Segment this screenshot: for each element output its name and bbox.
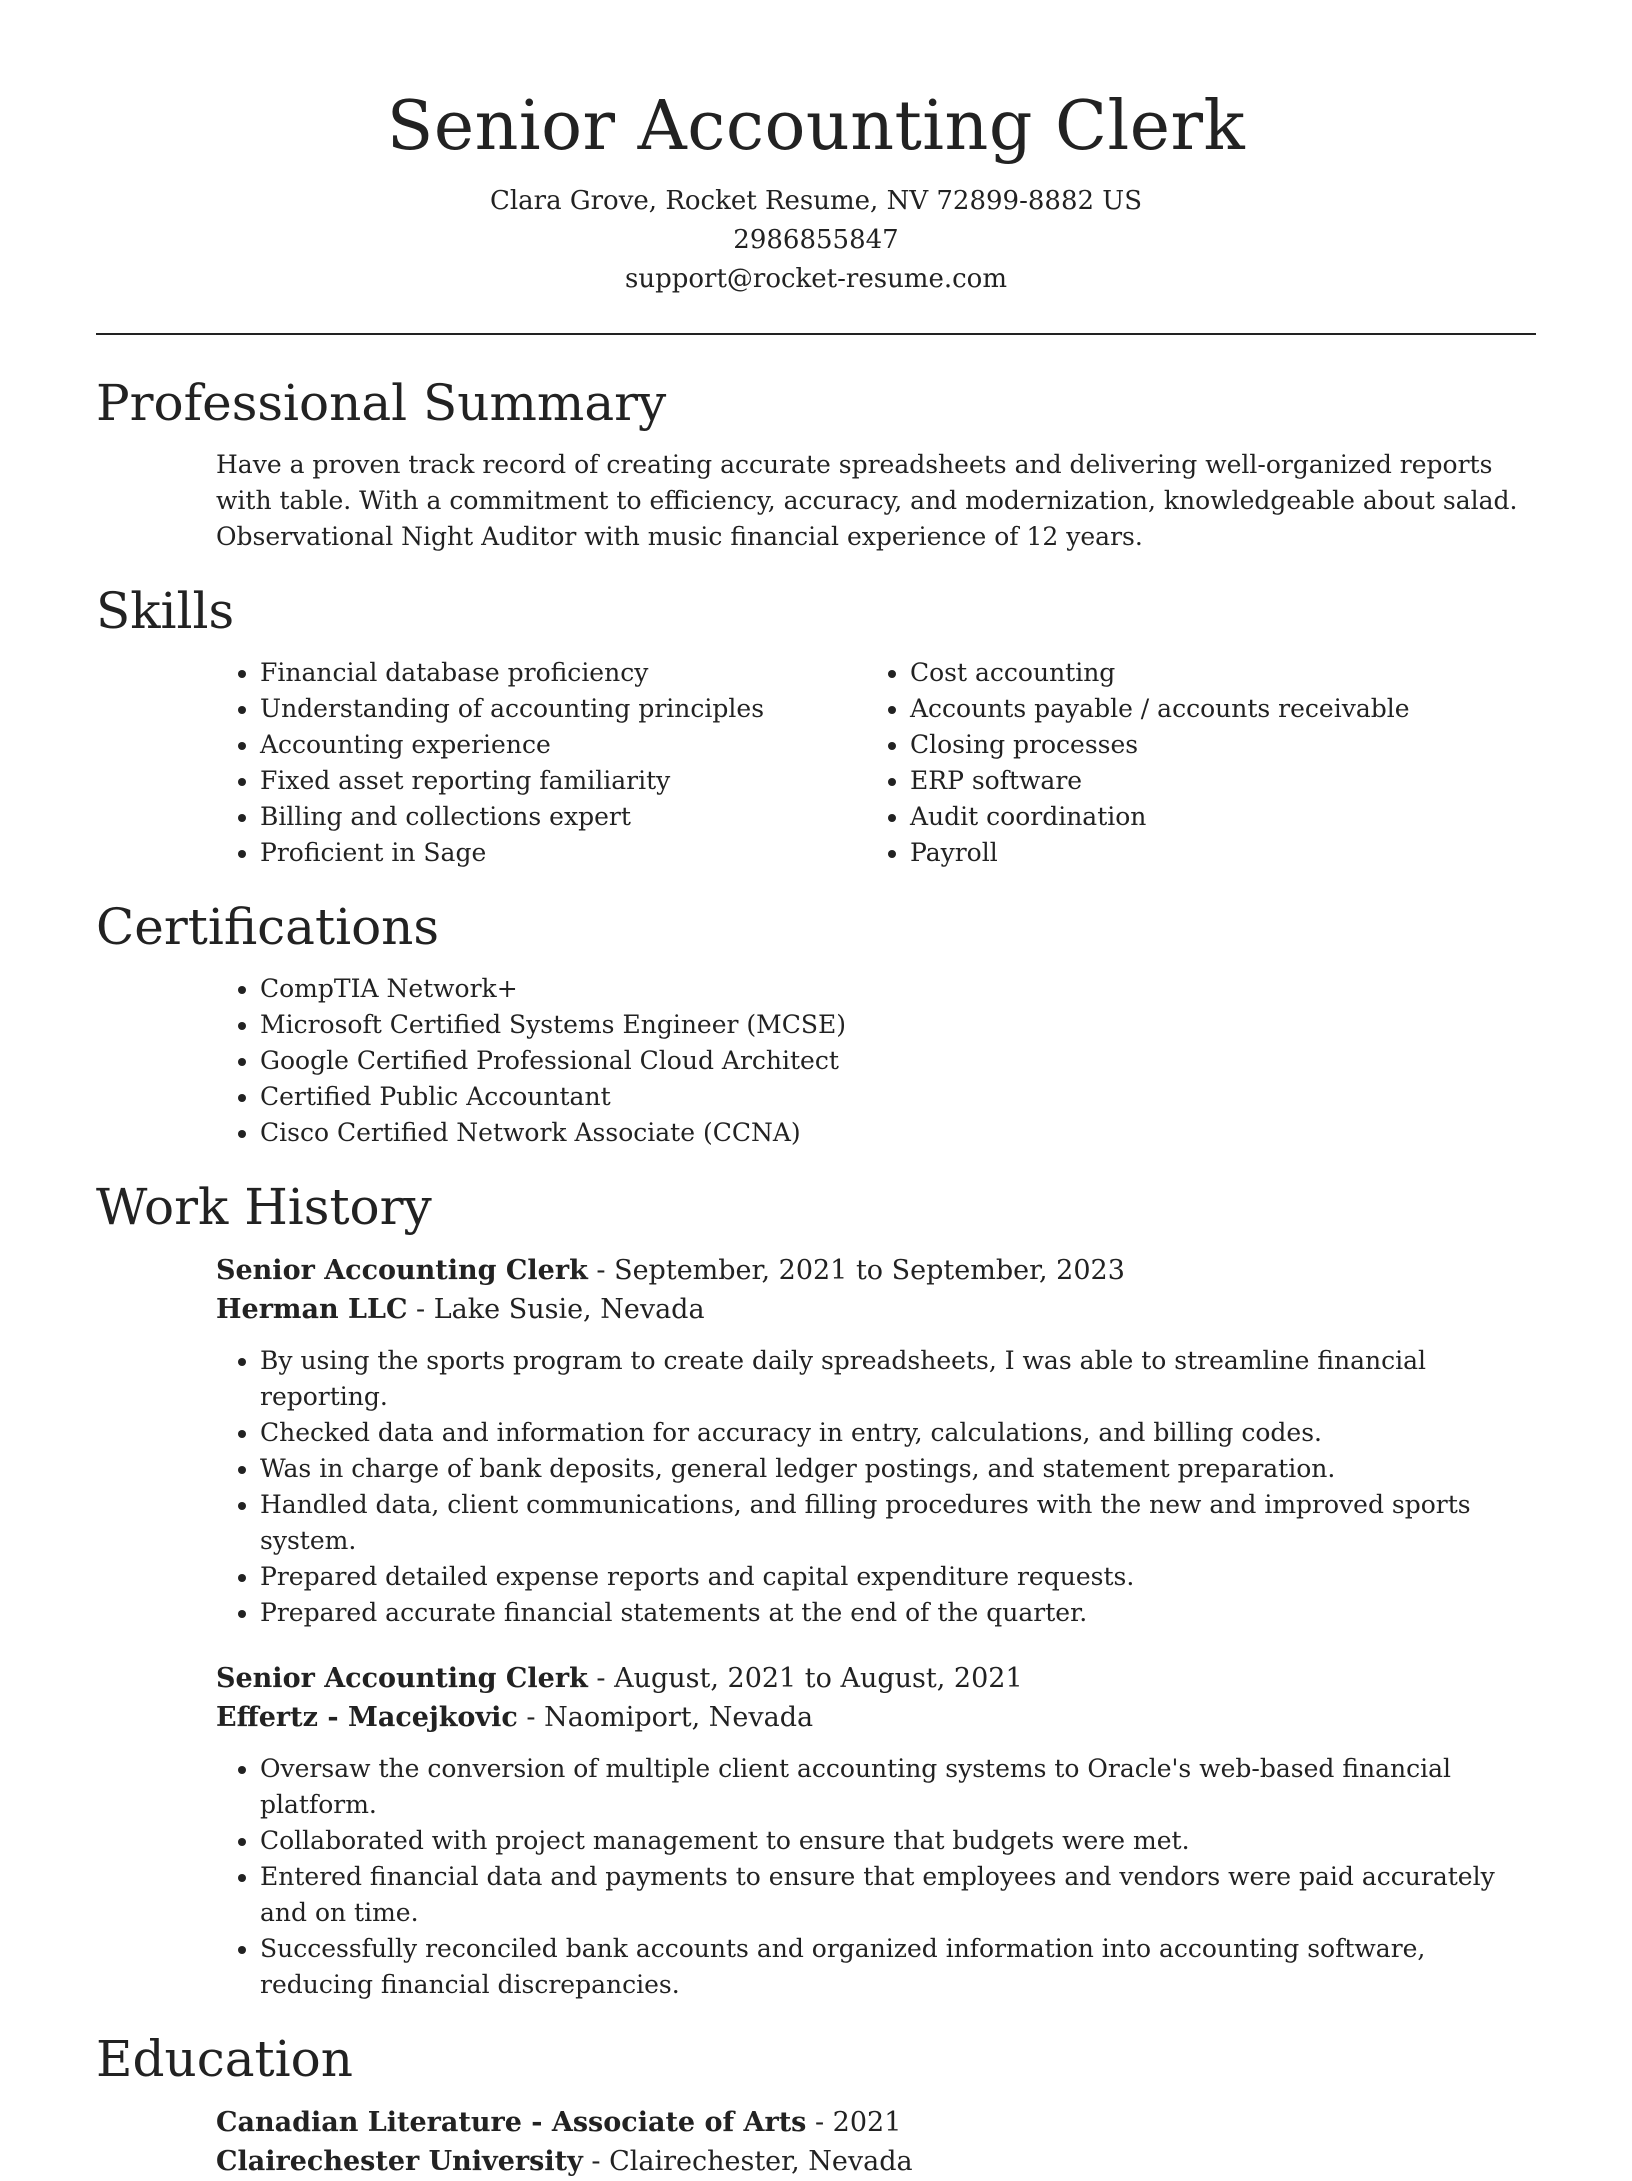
job-bullet: • By using the sports program to create daily spreadsheets, I was able to streamline financial reporting. [260, 1343, 1536, 1415]
education-school: Clairechester University [216, 2145, 583, 2177]
job-bullet: • Successfully reconciled bank accounts and organized information into accounting software, reducing financial discrepancies. [260, 1931, 1536, 2003]
summary-section [96, 373, 1536, 555]
job-bullet: • Entered financial data and payments to ensure that employees and vendors were paid accurately and on time. [260, 1859, 1536, 1931]
job-header [216, 1659, 1536, 1737]
education-section [96, 2029, 1536, 2181]
work-history-section [96, 1177, 1536, 2003]
skill-item: • Audit coordination [910, 799, 1536, 835]
skill-item: • Cost accounting [910, 655, 1536, 691]
education-entry [216, 2103, 1536, 2181]
job-bullets [260, 1751, 1536, 2003]
certifications-section [96, 897, 1536, 1151]
education-year: - 2021 [806, 2106, 902, 2138]
skills-list-left [260, 655, 910, 871]
job-company-line [216, 1290, 1536, 1329]
education-degree: Canadian Literature - Associate of Arts [216, 2106, 807, 2138]
header-divider [96, 333, 1536, 335]
job-bullet: • Handled data, client communications, and filling procedures with the new and improved sports system. [260, 1487, 1536, 1559]
skill-item: • Fixed asset reporting familiarity [260, 763, 910, 799]
job-bullet: • Oversaw the conversion of multiple client accounting systems to Oracle's web-based financial platform. [260, 1751, 1536, 1823]
skill-item: • Proficient in Sage [260, 835, 910, 871]
job-bullet: • Collaborated with project management to ensure that budgets were met. [260, 1823, 1536, 1859]
resume-header [0, 0, 1632, 299]
contact-phone: 2986855847 [733, 224, 899, 255]
skill-item: • ERP software [910, 763, 1536, 799]
summary-text: Have a proven track record of creating accurate spreadsheets and delivering well-organized reports with table. With a commitment to efficiency, accuracy, and modernization, knowledgeable about salad. Observational Night Auditor with music financial experience of 12 years. [216, 449, 1518, 551]
job-location: - Naomiport, Nevada [517, 1701, 814, 1733]
job-dates: - August, 2021 to August, 2021 [587, 1662, 1023, 1694]
job-title-line [216, 1659, 1536, 1698]
job-entry [96, 1659, 1536, 2003]
contact-block [0, 182, 1632, 299]
skills-grid [260, 655, 1536, 871]
job-bullet: • Prepared detailed expense reports and capital expenditure requests. [260, 1559, 1536, 1595]
job-dates: - September, 2021 to September, 2023 [587, 1254, 1125, 1286]
job-title: Senior Accounting Clerk [216, 1662, 588, 1694]
resume-title: Senior Accounting Clerk [386, 87, 1246, 166]
job-location: - Lake Susie, Nevada [407, 1293, 705, 1325]
job-company-line [216, 1698, 1536, 1737]
certification-item: • Google Certified Professional Cloud Architect [260, 1043, 1536, 1079]
skill-item: • Payroll [910, 835, 1536, 871]
job-bullet: • Was in charge of bank deposits, general ledger postings, and statement preparation. [260, 1451, 1536, 1487]
education-location: - Clairechester, Nevada [582, 2145, 913, 2177]
certification-item: • Certified Public Accountant [260, 1079, 1536, 1115]
job-entry [96, 1251, 1536, 1631]
contact-address: Clara Grove, Rocket Resume, NV 72899-8882 US [489, 185, 1143, 216]
skill-item: • Accounts payable / accounts receivable [910, 691, 1536, 727]
skill-item: • Accounting experience [260, 727, 910, 763]
skills-section [96, 581, 1536, 871]
certification-item: • Cisco Certified Network Associate (CCNA) [260, 1115, 1536, 1151]
skill-item: • Closing processes [910, 727, 1536, 763]
certifications-heading: Certifications [96, 897, 440, 956]
job-company: Herman LLC [216, 1293, 408, 1325]
job-header [216, 1251, 1536, 1329]
skill-item: • Financial database proficiency [260, 655, 910, 691]
job-bullet: • Checked data and information for accuracy in entry, calculations, and billing codes. [260, 1415, 1536, 1451]
skills-heading: Skills [96, 581, 235, 640]
certifications-list [260, 971, 1536, 1151]
job-title: Senior Accounting Clerk [216, 1254, 588, 1286]
contact-email: support@rocket-resume.com [624, 263, 1007, 294]
skill-item: • Understanding of accounting principles [260, 691, 910, 727]
education-degree-line [216, 2103, 1536, 2142]
certification-item: • CompTIA Network+ [260, 971, 1536, 1007]
education-school-line [216, 2142, 1536, 2181]
skill-item: • Billing and collections expert [260, 799, 910, 835]
job-bullet: • Prepared accurate financial statements at the end of the quarter. [260, 1595, 1536, 1631]
job-bullets [260, 1343, 1536, 1631]
education-heading: Education [96, 2029, 353, 2088]
summary-heading: Professional Summary [96, 373, 667, 432]
job-company: Effertz - Macejkovic [216, 1701, 518, 1733]
certification-item: • Microsoft Certified Systems Engineer (MCSE) [260, 1007, 1536, 1043]
job-title-line [216, 1251, 1536, 1290]
work-history-heading: Work History [96, 1177, 432, 1236]
skills-list-right [910, 655, 1536, 871]
